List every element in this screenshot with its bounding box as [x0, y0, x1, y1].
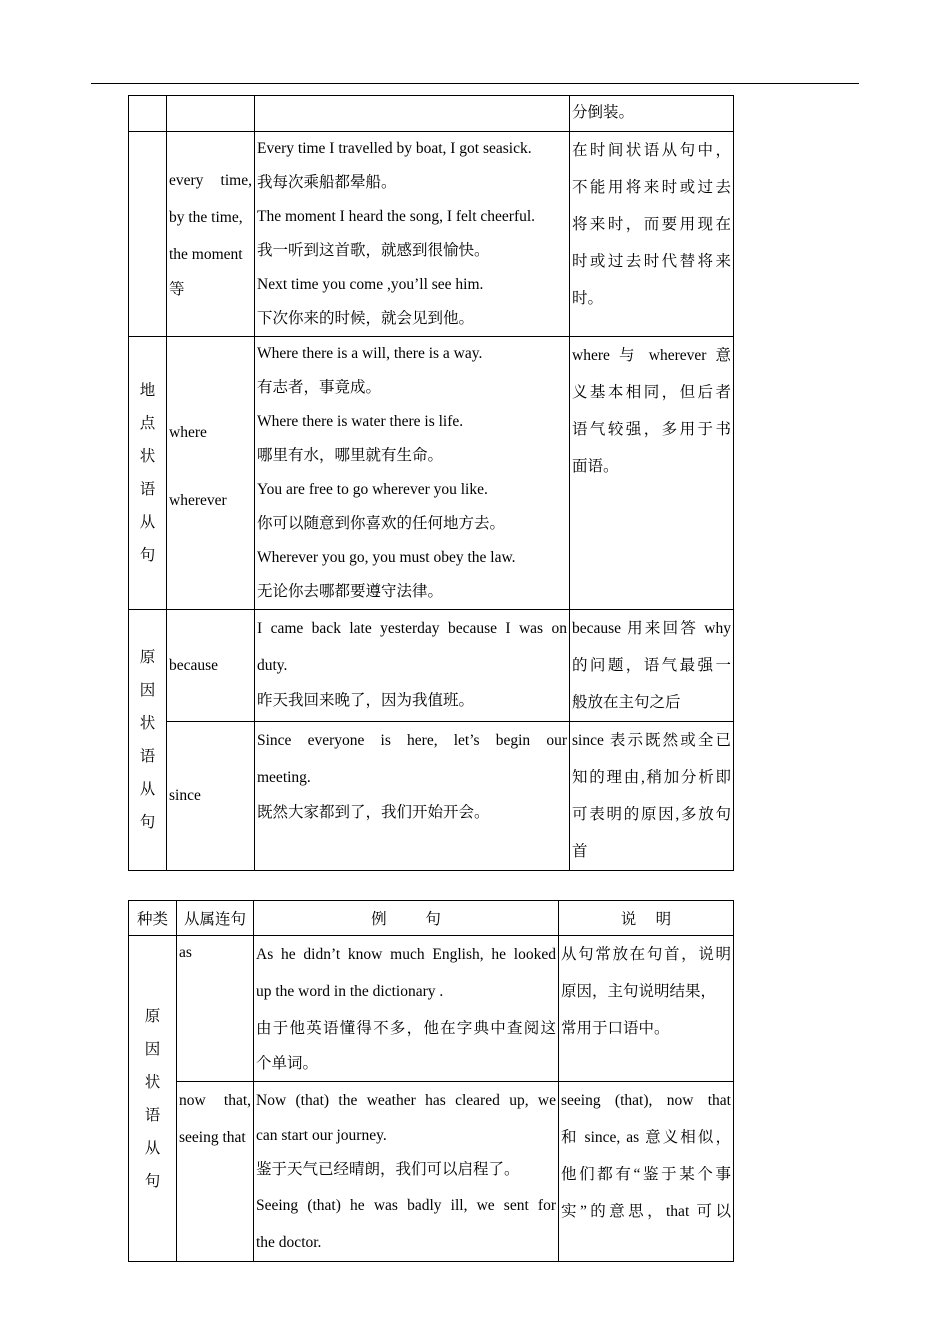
- conjunction-cell: [167, 96, 255, 132]
- category-char: 句: [144, 1172, 161, 1190]
- table-row-place-clause: [129, 337, 734, 610]
- note-line: 可表明的原因,多放句: [572, 806, 731, 823]
- category-char: 语: [139, 748, 156, 765]
- note-line: 义基本相同，但后者: [572, 384, 731, 401]
- note-line: 在时间状语从句中，: [572, 142, 731, 159]
- note-cell: [570, 337, 734, 610]
- note-line: 实”的意思，that 可以: [561, 1203, 731, 1220]
- example-line: 由于他英语懂得不多，他在字典中查阅这: [256, 1020, 556, 1037]
- note-line: 常用于口语中。: [561, 1020, 670, 1037]
- example-line: up the word in the dictionary .: [256, 983, 444, 1000]
- category-char: 状: [139, 448, 156, 465]
- example-line: meeting.: [257, 769, 311, 786]
- example-line: duty.: [257, 657, 288, 674]
- note-line: 分倒装。: [572, 104, 635, 121]
- example-cell: [255, 610, 570, 722]
- example-line: 鉴于天气已经晴朗，我们可以启程了。: [256, 1161, 520, 1178]
- note-line: 时。: [572, 290, 604, 307]
- conjunction-line: now that,: [179, 1092, 251, 1109]
- note-line: 他们都有“鉴于某个事: [561, 1166, 731, 1183]
- table-row-as: [129, 936, 734, 1082]
- conjunction-cell: [177, 936, 254, 1082]
- example-line: 你可以随意到你喜欢的任何地方去。: [257, 515, 506, 532]
- category-char: 从: [139, 781, 156, 798]
- conjunction-line: wherever: [169, 492, 227, 509]
- header-example: 例 句: [254, 901, 559, 936]
- category-char: 点: [139, 415, 156, 432]
- example-cell: [254, 936, 559, 1082]
- conjunction-cell: [167, 722, 255, 871]
- category-char: 状: [144, 1073, 161, 1091]
- example-line: 下次你来的时候，就会见到他。: [257, 310, 475, 327]
- note-cell: [559, 936, 734, 1082]
- category-char: 原: [139, 649, 156, 666]
- category-char: 地: [139, 382, 156, 399]
- table-row-reason-because: [129, 610, 734, 722]
- conjunction-line: where: [169, 424, 207, 441]
- example-line: Next time you come ,you’ll see him.: [257, 276, 484, 293]
- note-cell: [570, 132, 734, 337]
- example-line: As he didn’t know much English, he looked: [256, 946, 556, 963]
- example-line: 既然大家都到了，我们开始开会。: [257, 804, 490, 821]
- conjunction-line: seeing that: [179, 1129, 246, 1146]
- note-line: 般放在主句之后: [572, 694, 681, 711]
- example-cell: [255, 722, 570, 871]
- note-line: because 用来回答 why: [572, 620, 731, 637]
- category-char: 语: [139, 481, 156, 498]
- example-line: Wherever you go, you must obey the law.: [257, 549, 516, 566]
- example-line: the doctor.: [256, 1234, 322, 1251]
- example-cell: [255, 96, 570, 132]
- note-line: 首: [572, 843, 588, 860]
- note-line: 原因，主句说明结果，: [561, 983, 717, 1000]
- page-header-rule: [91, 83, 859, 84]
- category-char: 因: [144, 1040, 161, 1058]
- example-line: Where there is water there is life.: [257, 413, 464, 430]
- category-char: 语: [144, 1106, 161, 1124]
- note-line: 不能用将来时或过去: [572, 179, 731, 196]
- category-cell: [129, 337, 167, 610]
- category-cell: [129, 936, 177, 1262]
- note-line: 从句常放在句首，说明: [561, 946, 731, 963]
- note-line: 的问题，语气最强一: [572, 657, 731, 674]
- note-line: 面语。: [572, 458, 619, 475]
- category-char: 句: [139, 814, 156, 831]
- category-cell: [129, 96, 167, 132]
- category-char: 句: [139, 547, 156, 564]
- example-line: The moment I heard the song, I felt cheerful.: [257, 208, 536, 225]
- example-line: Seeing (that) he was badly ill, we sent for: [256, 1197, 556, 1214]
- conjunction-line: 等: [169, 280, 185, 298]
- table-row-continued: [129, 96, 734, 132]
- example-line: You are free to go wherever you like.: [257, 481, 488, 498]
- note-cell: [570, 722, 734, 871]
- adverbial-clause-table-2: [128, 900, 734, 1262]
- note-line: 语气较强，多用于书: [572, 421, 731, 438]
- example-line: 无论你去哪都要遵守法律。: [257, 583, 444, 600]
- table-row-time-clause: [129, 132, 734, 337]
- example-line: 个单词。: [256, 1055, 319, 1072]
- conjunction-cell: [167, 337, 255, 610]
- conjunction-cell: [177, 1082, 254, 1262]
- table-row-now-that: [129, 1082, 734, 1262]
- category-char: 状: [139, 715, 156, 732]
- conjunction-cell: [167, 132, 255, 337]
- example-line: 我一听到这首歌，就感到很愉快。: [257, 242, 490, 259]
- category-char: 原: [144, 1007, 161, 1025]
- note-line: where 与 wherever 意: [572, 347, 731, 364]
- conjunction-line: because: [169, 656, 219, 674]
- table-header-row: [129, 901, 734, 936]
- note-line: since 表示既然或全已: [572, 732, 731, 749]
- example-cell: [255, 337, 570, 610]
- example-line: Since everyone is here, let’s begin our: [257, 732, 567, 749]
- example-line: 有志者，事竟成。: [257, 379, 382, 396]
- category-char: 因: [139, 682, 156, 699]
- conjunction-cell: [167, 610, 255, 722]
- example-line: can start our journey.: [256, 1127, 387, 1144]
- conjunction-line: since: [169, 787, 201, 804]
- conjunction-line: every time,: [169, 171, 252, 189]
- note-line: 时或过去时代替将来: [572, 253, 731, 270]
- example-cell: [255, 132, 570, 337]
- conjunction-line: the moment: [169, 245, 243, 263]
- header-category: 种类: [129, 901, 177, 936]
- example-line: Now (that) the weather has cleared up, we: [256, 1092, 556, 1109]
- note-cell: [570, 610, 734, 722]
- category-cell: [129, 132, 167, 337]
- category-char: 从: [139, 514, 156, 531]
- category-char: 从: [144, 1139, 161, 1157]
- example-line: Where there is a will, there is a way.: [257, 345, 483, 362]
- note-line: 知的理由,稍加分析即: [572, 769, 731, 786]
- note-line: seeing (that), now that: [561, 1092, 731, 1109]
- conjunction-line: by the time,: [169, 208, 243, 226]
- conjunction-line: as: [179, 944, 192, 961]
- note-cell: [559, 1082, 734, 1262]
- adverbial-clause-table-1: [128, 95, 734, 871]
- note-line: 和 since, as 意义相似，: [561, 1129, 731, 1146]
- category-cell: [129, 610, 167, 871]
- table-row-reason-since: [129, 722, 734, 871]
- example-line: Every time I travelled by boat, I got seasick.: [257, 140, 532, 157]
- note-line: 将来时，而要用现在: [572, 216, 731, 233]
- example-line: 我每次乘船都晕船。: [257, 174, 397, 191]
- note-cell: [570, 96, 734, 132]
- example-line: I came back late yesterday because I was on: [257, 620, 567, 637]
- example-cell: [254, 1082, 559, 1262]
- header-note: 说 明: [559, 901, 734, 936]
- example-line: 昨天我回来晚了，因为我值班。: [257, 692, 475, 709]
- example-line: 哪里有水，哪里就有生命。: [257, 447, 444, 464]
- header-conjunction: 从属连句: [177, 901, 254, 936]
